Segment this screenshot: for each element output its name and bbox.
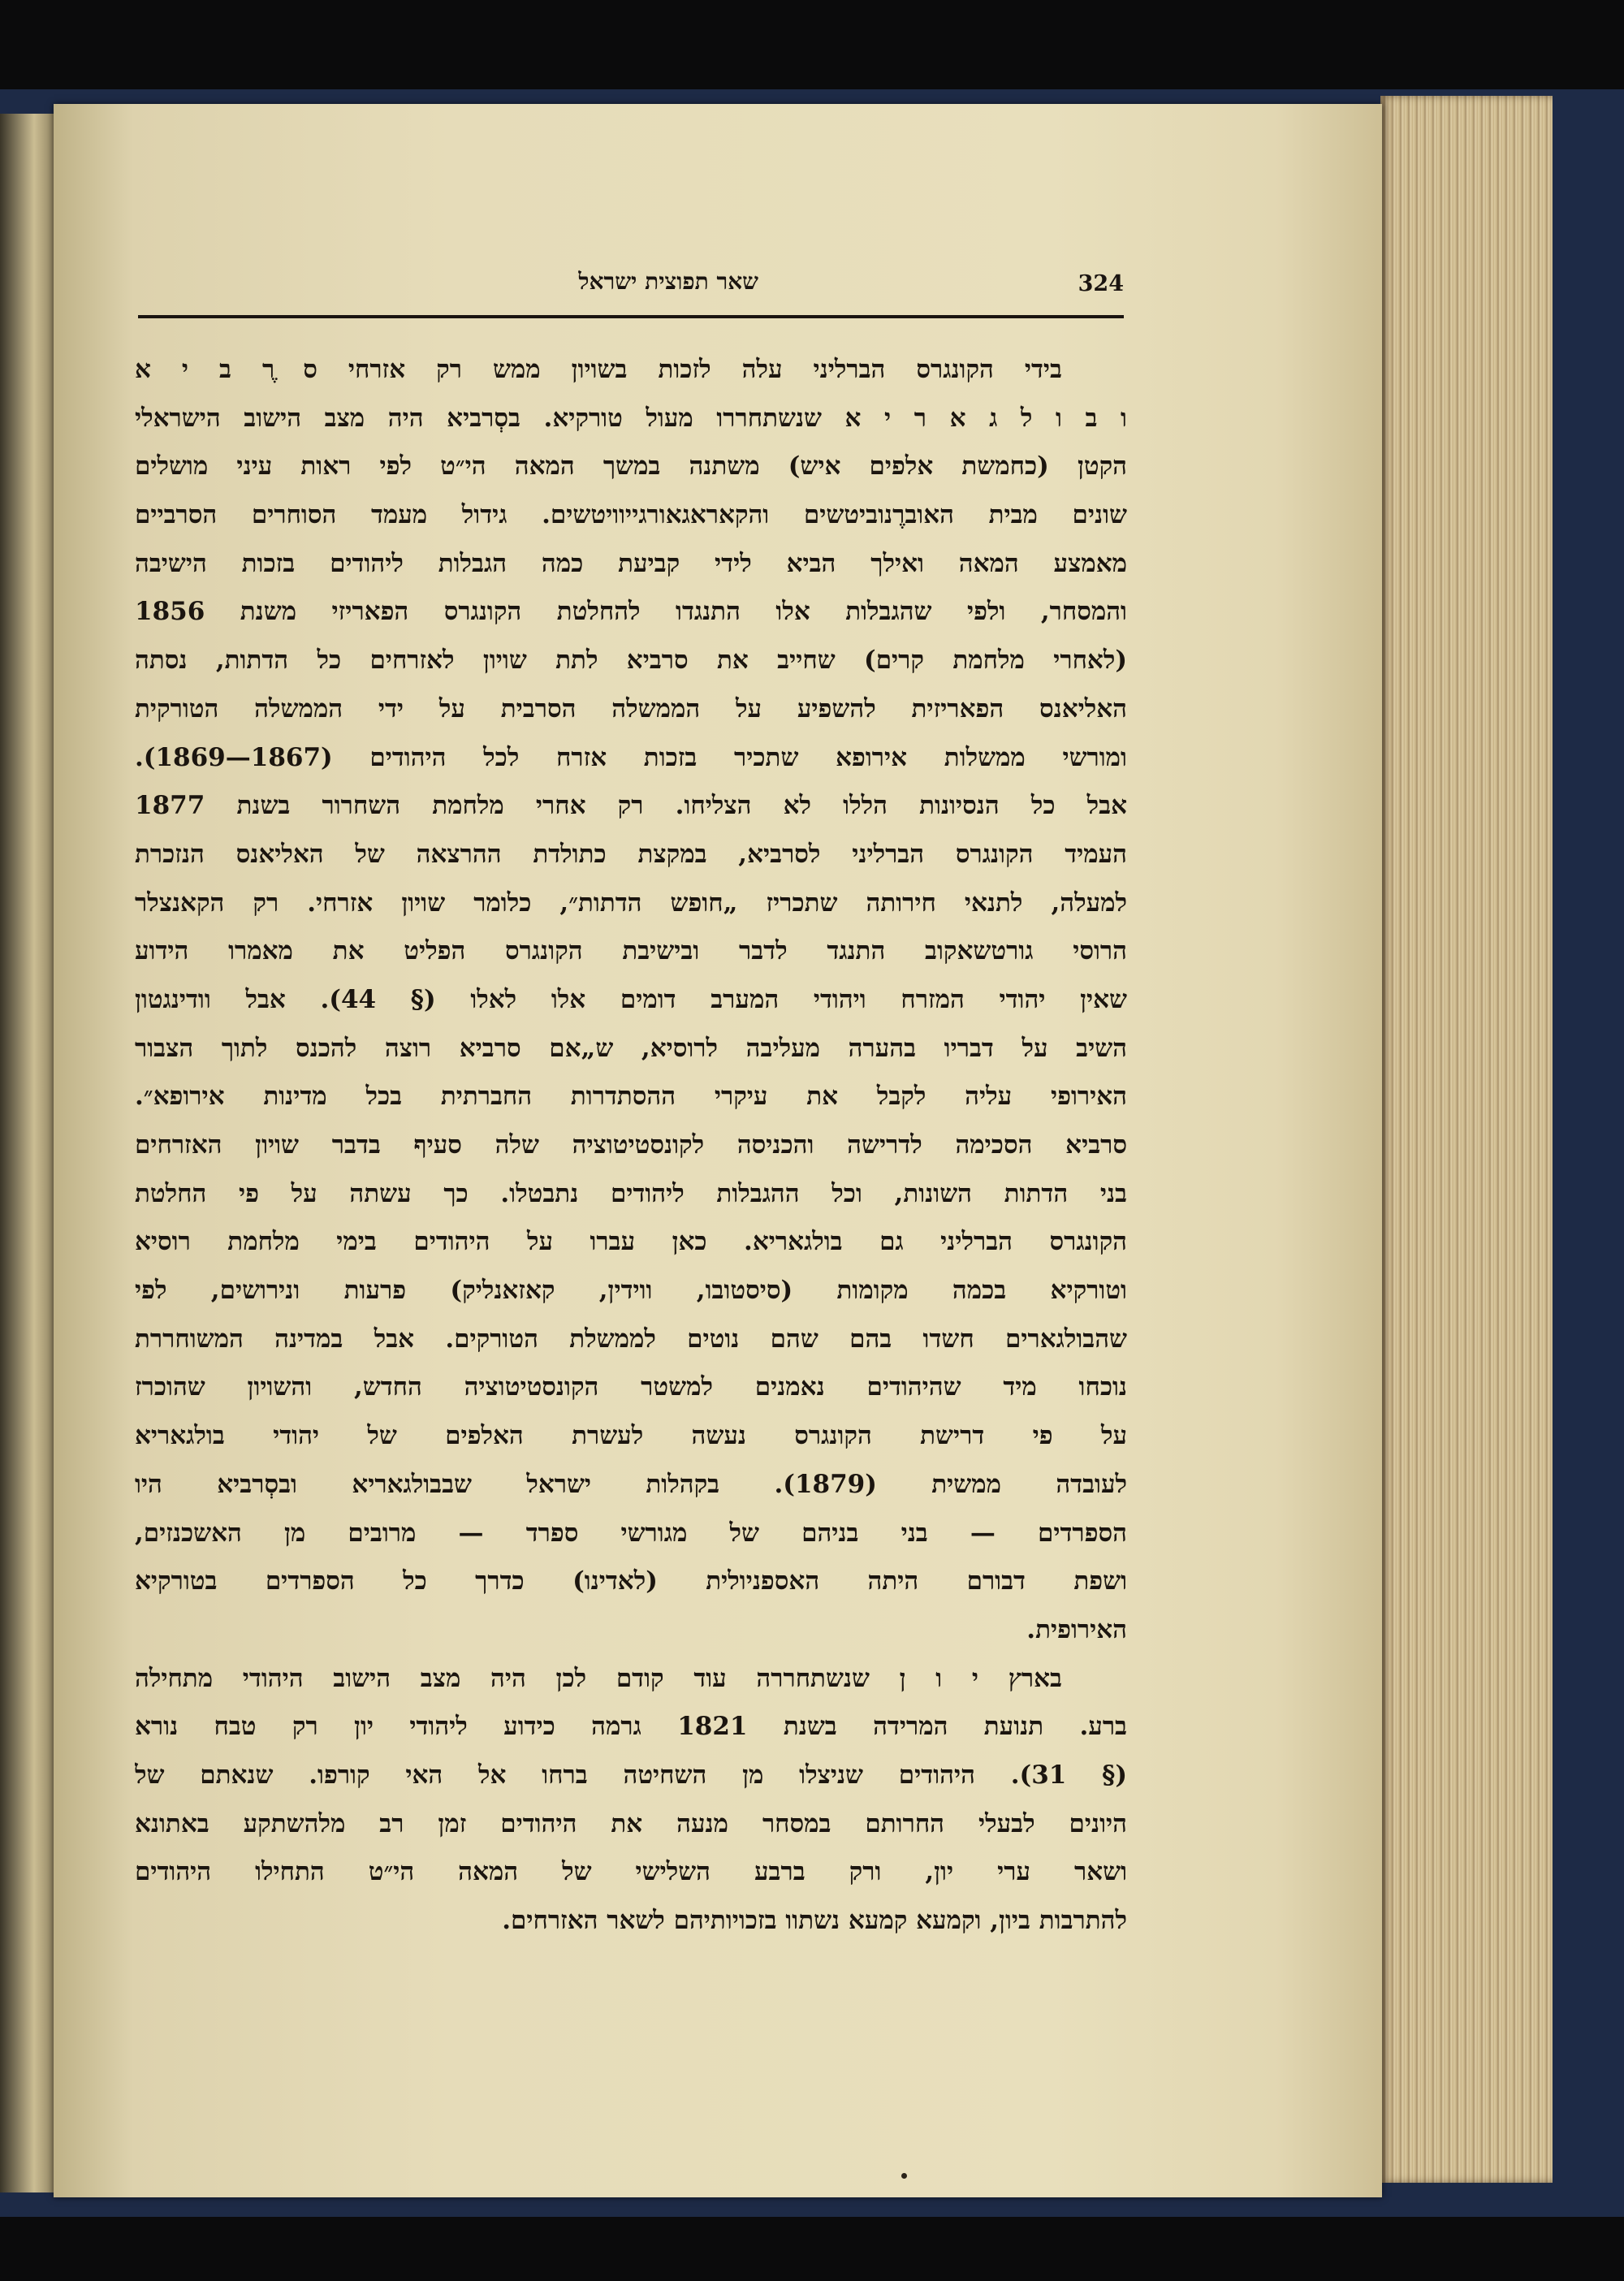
text-line: האירופית. xyxy=(1026,1614,1127,1644)
running-header xyxy=(138,268,1124,305)
text-line: נוכחו מיד שהיהודים נאמנים למשטר הקונסטיטוציה החדש, והשויון שהוכרז xyxy=(135,1372,1127,1402)
text-line: בני הדתות השונות, וכל ההגבלות ליהודים נתבטלו. כך עשתה על פי החלטת xyxy=(135,1178,1127,1208)
page-number: 324 xyxy=(1078,271,1124,296)
text-line: השיב על דבריו בהערה מעליבה לרוסיא, ש„אם סרביא רוצה להכנס לתוך הצבור xyxy=(135,1033,1127,1063)
left-page-edge xyxy=(0,114,57,2192)
page-speck xyxy=(901,2173,907,2179)
text-line: היונים לבעלי החרותם במסחר מנעה את היהודים זמן רב מלהשתקע באתונא xyxy=(135,1808,1127,1838)
text-line: ושפת דבורם היתה האספניולית (לאדינו) כדרך כל הספרדים בטורקיא xyxy=(135,1566,1127,1596)
header-rule xyxy=(138,315,1124,318)
text-line: ושאר ערי יון, ורק ברבע השלישי של המאה הי״ט התחילו היהודים xyxy=(135,1857,1127,1887)
text-line: האליאנס הפאריזית להשפיע על הממשלה הסרבית על ידי הממשלה הטורקית xyxy=(135,693,1127,724)
text-line: שאין יהודי המזרח ויהודי המערב דומים אלו לאלו (§ 44). אבל וודינגטון xyxy=(135,984,1127,1014)
text-line: הרוסי גורטשאקוב התנגד לדבר ובישיבת הקונגרס הפליט את מאמרו הידוע xyxy=(135,936,1127,966)
text-line: לעובדה ממשית (1879). בקהלות ישראל שבבולגאריא ובסְרביא היו xyxy=(135,1469,1127,1499)
page-stack-edge xyxy=(1380,96,1553,2183)
text-line: האירופי עליה לקבל את עיקרי ההסתדרות החברתית בכל מדינות אירופא״. xyxy=(135,1082,1127,1112)
text-line: להתרבות ביון, וקמעא קמעא נשתוו בזכויותיהם לשאר האזרחים. xyxy=(502,1906,1127,1935)
text-line: (§ 31). היהודים שניצלו מן השחיטה ברחו אל האי קורפו. שנאתם של xyxy=(135,1760,1127,1790)
text-line: ו ב ו ל ג א ר י א שנשתחררו מעול טורקיא. בסְרביא היה מצב הישוב הישראלי xyxy=(135,403,1127,433)
text-line: הספרדים — בני בניהם של מגורשי ספרד — מרובים מן האשכנזים, xyxy=(135,1518,1127,1548)
text-line: בארץ י ו ן שנשתחררה עוד קודם לכן היה מצב הישוב היהודי מתחילה xyxy=(135,1663,1062,1693)
text-line: מאמצע המאה ואילך הביא לידי קביעת כמה הגבלות ליהודים בזכות הישיבה xyxy=(135,548,1127,578)
text-line: שונים מבית האוברֶנוביטשים והקאראגאורגייוויטשים. גידול מעמד הסוחרים הסרביים xyxy=(135,500,1127,530)
text-line: והמסחר, ולפי שהגבלות אלו התנגדו להחלטת הקונגרס הפאריזי משנת 1856 xyxy=(135,597,1127,627)
text-line: הקטן (כחמשת אלפים איש) משתנה במשך המאה הי״ט לפי ראות עיני מושלים xyxy=(135,451,1127,482)
text-line: על פי דרישת הקונגרס נעשה לעשרת האלפים של יהודי בולגאריא xyxy=(135,1421,1127,1451)
text-line: בידי הקונגרס הברליני עלה לזכות בשויון ממש רק אזרחי ס ֶר ב י א xyxy=(135,355,1062,384)
text-line: (לאחרי מלחמת קרים) שחייב את סרביא לתת שויון לאזרחים כל הדתות, נסתה xyxy=(135,646,1127,676)
text-line: אבל כל הנסיונות הללו לא הצליחו. רק אחרי מלחמת השחרור בשנת 1877 xyxy=(135,791,1127,821)
text-line: ומורשי ממשלות אירופא שתכיר בזכות אזרח לכל היהודים (1867—1869). xyxy=(135,742,1127,772)
text-line: סרביא הסכימה לדרישה והכניסה לקונסטיטוציה שלה סעיף בדבר שויון האזרחים xyxy=(135,1130,1127,1160)
body-text xyxy=(135,346,1127,1946)
text-line: ברע. תנועת המרידה בשנת 1821 גרמה כידוע ליהודי יון רק טבח נורא xyxy=(135,1712,1127,1742)
text-line: וטורקיא בכמה מקומות (סיסטובו, ווידין, קאזאנליק) פרעות ונירושים, לפי xyxy=(135,1276,1127,1306)
text-line: למעלה, לתנאי חירותה שתכריז „חופש הדתות״, כלומר שויון אזרחי. רק הקאנצלר xyxy=(135,888,1127,918)
text-line: הקונגרס הברליני גם בולגאריא. כאן עברו על היהודים בימי מלחמת רוסיא xyxy=(135,1227,1127,1257)
running-title: שאר תפוצית ישראל xyxy=(578,268,758,295)
text-line: העמיד הקונגרס הברליני לסרביא, במקצת כתולדת ההרצאה של האליאנס הנזכרת xyxy=(135,839,1127,869)
text-line: שהבולגארים חשדו בהם שהם נוטים לממשלת הטורקים. אבל במדינה המשוחררת xyxy=(135,1324,1127,1354)
